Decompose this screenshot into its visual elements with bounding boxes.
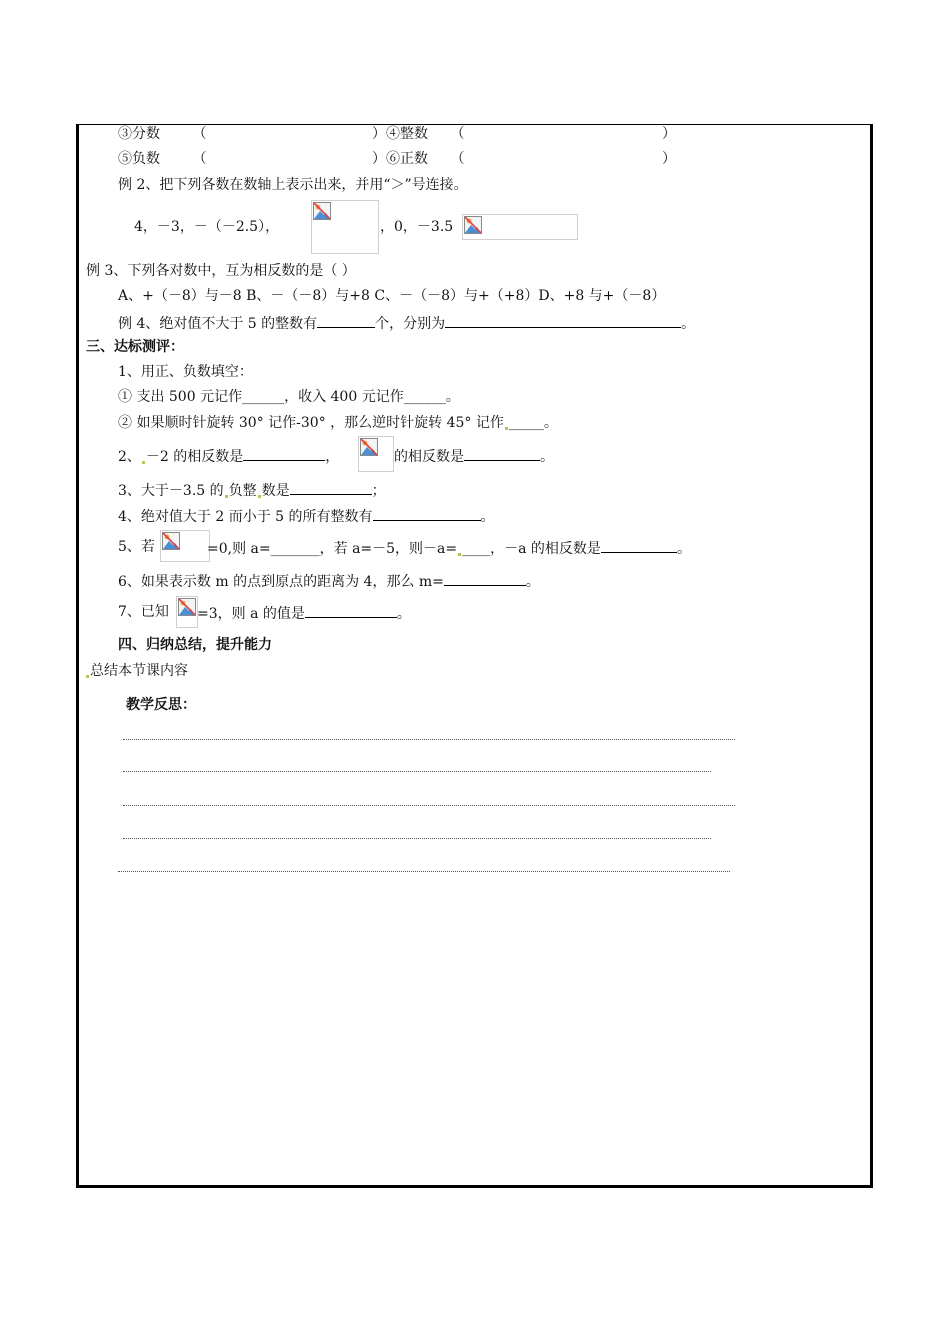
question-text: 负整 — [228, 483, 257, 499]
example-4-text: 个，分别为 — [375, 316, 446, 332]
summary-label — [86, 662, 188, 680]
image-placeholder-icon — [178, 598, 196, 616]
question-text: －2 的相反数是 — [145, 449, 244, 465]
question-1a: ① 支出 500 元记作______，收入 400 元记作______。 — [118, 389, 460, 405]
question-1b — [118, 414, 558, 432]
example-2-title: 例 2、把下列各数在数轴上表示出来，并用“＞”号连接。 — [118, 177, 468, 193]
question-7-tail — [197, 603, 411, 623]
marker-dot — [505, 427, 508, 430]
example-4-text: 。 — [681, 316, 696, 332]
question-text: 数是 — [261, 483, 290, 499]
question-text: 2、 — [118, 449, 141, 465]
image-placeholder-icon — [162, 532, 180, 550]
question-text: _____。 — [508, 415, 558, 431]
question-2 — [118, 446, 339, 466]
question-text: 。 — [396, 606, 411, 622]
question-text: 。 — [676, 541, 691, 557]
question-text: =3，则 a 的值是 — [197, 606, 305, 622]
bracket-close: ） — [372, 126, 386, 142]
question-6 — [118, 571, 540, 591]
question-text: 。 — [540, 449, 554, 465]
writing-line — [123, 838, 711, 839]
writing-line — [123, 739, 735, 740]
broken-image-icon — [358, 436, 394, 472]
example-3-title: 例 3、下列各对数中，互为相反数的是（ ） — [86, 263, 356, 279]
marker-dot — [458, 553, 461, 556]
bracket-close: ） — [372, 151, 386, 167]
answer-blank — [464, 446, 540, 461]
question-text: =0,则 a=_______，若 a=－5，则－a= — [207, 541, 458, 557]
question-5-head: 5、若 — [118, 539, 155, 555]
choice-number: ④ — [386, 126, 400, 142]
example-3-options: A、+（－8）与－8 B、－（－8）与+8 C、－（－8）与+（+8）D、+8 与+（－8） — [118, 288, 666, 304]
question-4 — [118, 506, 495, 526]
example-4-text: 例 4、绝对值不大于 5 的整数有 — [118, 316, 318, 332]
answer-blank — [444, 571, 526, 586]
bracket-open: （ — [192, 126, 207, 142]
marker-dot — [225, 495, 228, 498]
bracket-open: （ — [450, 126, 465, 142]
question-1: 1、用正、负数填空： — [118, 364, 253, 380]
bracket-open: （ — [450, 151, 465, 167]
summary-text: 总结本节课内容 — [90, 663, 188, 679]
choice-label: 负数 — [132, 151, 160, 167]
choice-fraction — [118, 125, 206, 143]
section-3-heading: 三、达标测评： — [86, 339, 184, 355]
answer-blank — [290, 480, 372, 495]
image-placeholder-icon — [360, 438, 378, 456]
image-placeholder-icon — [464, 216, 482, 234]
marker-dot — [86, 675, 89, 678]
choice-label: 正数 — [400, 151, 428, 167]
broken-image-icon — [462, 214, 578, 240]
choice-integer-close: ） — [662, 126, 676, 142]
question-text: 的相反数是 — [394, 449, 464, 465]
question-7-head: 7、已知 — [118, 604, 169, 620]
bracket-open: （ — [192, 151, 207, 167]
question-5-tail — [207, 538, 691, 558]
choice-label: 分数 — [132, 126, 160, 142]
marker-dot — [258, 495, 261, 498]
choice-negative — [118, 150, 206, 168]
writing-line — [123, 771, 711, 772]
section-4-heading: 四、归纳总结，提升能力 — [118, 637, 272, 653]
choice-label: 整数 — [400, 126, 428, 142]
writing-line — [118, 871, 730, 872]
broken-image-icon — [176, 596, 198, 628]
question-text: ____，－a 的相反数是 — [462, 541, 601, 557]
question-text: ， — [325, 449, 340, 465]
reflection-label: 教学反思： — [126, 697, 196, 713]
question-text: ； — [371, 483, 386, 499]
choice-positive-close: ） — [662, 151, 676, 167]
choice-number: ⑤ — [118, 151, 132, 167]
image-placeholder-icon — [313, 202, 331, 220]
choice-negative-close — [372, 150, 464, 168]
answer-blank — [373, 506, 481, 521]
marker-dot — [142, 461, 145, 464]
example-4 — [118, 313, 695, 333]
answer-blank — [601, 538, 677, 553]
broken-image-icon — [160, 530, 210, 562]
example-2-numbers-b: ，0，－3.5 — [380, 219, 454, 235]
choice-fraction-close — [372, 125, 464, 143]
writing-line — [123, 805, 735, 806]
answer-blank — [317, 313, 375, 328]
worksheet-frame — [76, 124, 873, 1188]
answer-blank — [305, 603, 397, 618]
broken-image-icon — [311, 200, 379, 254]
question-text: 6、如果表示数 m 的点到原点的距离为 4，那么 m= — [118, 574, 444, 590]
question-text: 3、大于－3.5 的 — [118, 483, 224, 499]
example-2-numbers-a: 4，－3，－（－2.5）， — [134, 219, 280, 235]
question-text: 。 — [525, 574, 540, 590]
question-text: 。 — [480, 509, 495, 525]
choice-number: ③ — [118, 126, 132, 142]
question-2-tail — [394, 446, 554, 466]
answer-blank — [445, 313, 681, 328]
question-text: ② 如果顺时针旋转 30° 记作-30° ，那么逆时针旋转 45° 记作 — [118, 415, 504, 431]
choice-number: ⑥ — [386, 151, 400, 167]
question-text: 4、绝对值大于 2 而小于 5 的所有整数有 — [118, 509, 373, 525]
question-3 — [118, 480, 386, 500]
answer-blank — [243, 446, 325, 461]
